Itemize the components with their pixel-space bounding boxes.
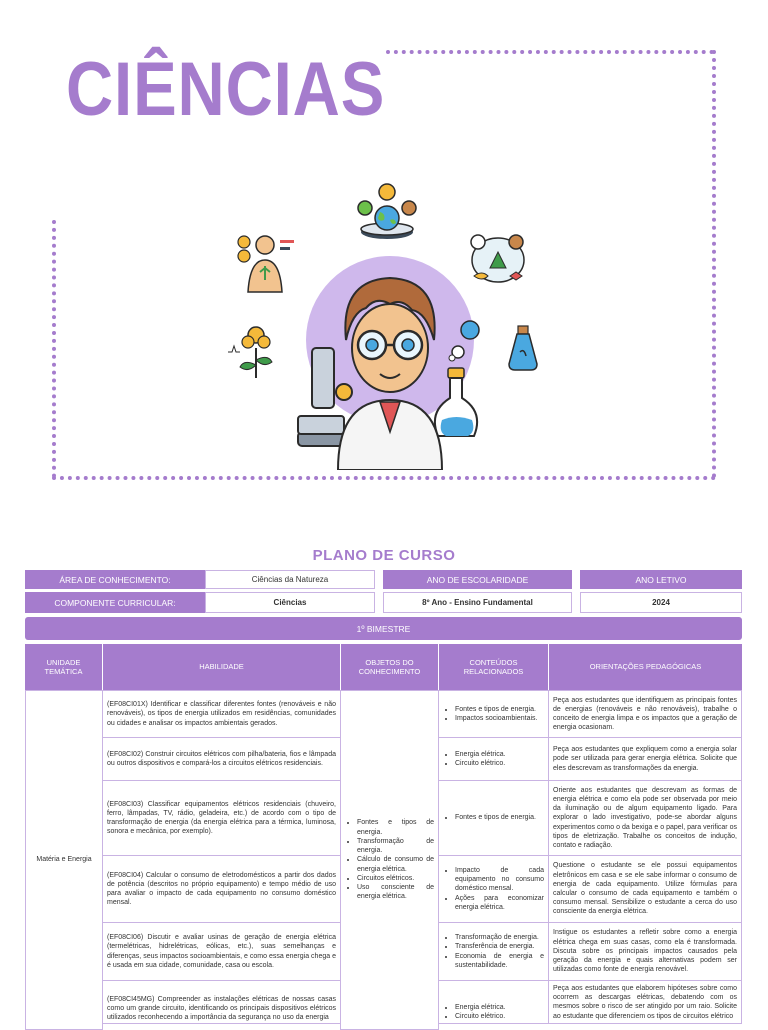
bottle-icon: [509, 326, 537, 370]
table-row-contents: [438, 737, 549, 781]
table-row-guidance: Peça aos estudantes que expliquem como a energia solar pode ser utilizada para gerar energia elétrica. Solicite que eles descrevam as transformações da energia.: [548, 737, 742, 781]
dotted-frame-right: [712, 50, 716, 478]
object-item: • Cálculo de consumo de energia elétrica.: [357, 855, 434, 873]
object-item: • Fontes e tipos de energia.: [357, 818, 434, 836]
plant-icon: [228, 327, 272, 378]
table-row-skill: (EF08CI45MG) Compreender as instalações elétricas de nossas casas como um grande circuito, identificando os principais dispositivos elétricos utilizados reconhecendo a importância da segurança no uso da energia: [102, 980, 341, 1024]
area-label: ÁREA DE CONHECIMENTO:: [25, 570, 205, 589]
content-item: • Transferência de energia.: [455, 942, 544, 951]
page-title: CIÊNCIAS: [66, 47, 386, 132]
content-item: • Impacto de cada equipamento no consumo doméstico mensal.: [455, 866, 544, 894]
objects-list: [345, 818, 434, 901]
plan-title: PLANO DE CURSO: [312, 547, 456, 564]
dotted-frame-left: [52, 220, 56, 478]
object-item: • Uso consciente de energia elétrica.: [357, 883, 434, 901]
content-item: • Economia de energia e sustentabilidade.: [455, 952, 544, 970]
table-row-guidance: Oriente aos estudantes que descrevam as formas de energia elétrica e como ela pode ser observada por meio da iluminação ou de algum equipamento ligado. Para explorar o lado investigativo, pode-se abordar alguns experimentos como o da bexiga e o papel, para verificar os tipos de eletrização. Trabalhe os conceitos de indução, contato e radiação.: [548, 780, 742, 856]
table-row-guidance: Peça aos estudantes que elaborem hipóteses sobre como ocorrem as descargas elétricas, debatendo com os mesmos sobre o risco de ser atingido por um raio. Solicite ao estudante que diferenciem os tipos de circuitos elétrico: [548, 980, 742, 1024]
table-row-skill: (EF08CI01X) Identificar e classificar diferentes fontes (renováveis e não renováveis), os tipos de energia utilizados em residências, comunidades ou cidades e analisar os impactos ambientais gerados.: [102, 690, 341, 738]
scientist-illustration: [220, 180, 550, 470]
content-item: • Fontes e tipos de energia.: [455, 813, 536, 822]
table-row-skill: (EF08CI06) Discutir e avaliar usinas de geração de energia elétrica (termelétricas, hidrelétricas, eólicas, etc.), suas semelhanças e diferenças, seus impactos socioambientais, e como essa energia chega e é usada em sua cidade, comunidade, casa ou escola.: [102, 922, 341, 981]
bimester-bar: 1º BIMESTRE: [25, 617, 742, 640]
content-item: • Energia elétrica.: [455, 1003, 506, 1012]
dotted-frame-bottom: [52, 476, 716, 480]
content-item: • Impactos socioambientais.: [455, 714, 537, 723]
globe-icon: [358, 184, 416, 239]
content-item: • Fontes e tipos de energia.: [455, 705, 537, 714]
table-row-skill: (EF08CI03) Classificar equipamentos elétricos residenciais (chuveiro, ferro, lâmpadas, TV, rádio, geladeira, etc.) de acordo com o tipo de transformação de energia (da energia elétrica para a térmica, luminosa, sonora e mecânica, por exemplo).: [102, 780, 341, 856]
col-contents: CONTEÚDOS RELACIONADOS: [439, 644, 548, 690]
component-label: COMPONENTE CURRICULAR:: [25, 592, 205, 613]
component-value: Ciências: [205, 592, 375, 613]
human-body-icon: [238, 236, 294, 292]
col-skill: HABILIDADE: [103, 644, 340, 690]
area-value: Ciências da Natureza: [205, 570, 375, 589]
table-row-guidance: Questione o estudante se ele possui equipamentos eletrônicos em casa e se ele sabe informar o consumo de energia de cada equipamento. Utilize fórmulas para calcular o consumo de cada equipamento e também o consumo mensal. Sensibilize o estudante a cerca do uso consciente da energia elétrica.: [548, 855, 742, 923]
school-year-value: 2024: [580, 592, 742, 613]
table-row-skill: (EF08CI02) Construir circuitos elétricos com pilha/bateria, fios e lâmpada ou outros dispositivos e compará-los a circuitos elétricos residenciais.: [102, 737, 341, 781]
table-row-contents: [438, 780, 549, 856]
table-row-guidance: Instigue os estudantes a refletir sobre como a energia elétrica chega em suas casas, como ela é transformada. Discuta sobre os principais impactos causados pela geração da energia e quais alternativas podem ser utilizadas como fonte de energia renovável.: [548, 922, 742, 981]
year-value: 8º Ano - Ensino Fundamental: [383, 592, 572, 613]
col-objects: OBJETOS DO CONHECIMENTO: [341, 644, 438, 690]
content-item: • Energia elétrica.: [455, 750, 506, 759]
unit-name: Matéria e Energia: [36, 856, 92, 864]
table-row-contents: [438, 980, 549, 1024]
content-item: • Circuito elétrico.: [455, 759, 506, 768]
object-item: • Transformação de energia.: [357, 837, 434, 855]
table-row-skill: (EF08CI04) Calcular o consumo de eletrodomésticos a partir dos dados de potência (descritos no próprio equipamento) e tempo médio de uso para avaliar o impacto de cada equipamento no consumo doméstico mensal.: [102, 855, 341, 923]
object-item: • Circuitos elétricos.: [357, 874, 434, 883]
objects-cell: [340, 690, 439, 1030]
dotted-frame-top: [386, 50, 714, 54]
table-row-contents: [438, 922, 549, 981]
school-year-label: ANO LETIVO: [580, 570, 742, 589]
year-label: ANO DE ESCOLARIDADE: [383, 570, 572, 589]
content-item: • Ações para economizar energia elétrica.: [455, 894, 544, 912]
table-row-guidance: Peça aos estudantes que identifiquem as principais fontes de energias (renováveis e não renováveis), trabalhe o conceito de energia limpa e os impactos que a geração de energia ocasionam.: [548, 690, 742, 738]
content-item: • Circuito elétrico.: [455, 1012, 506, 1021]
ecosystem-icon: [471, 235, 524, 282]
unit-cell: [25, 690, 103, 1030]
content-item: • Transformação de energia.: [455, 933, 544, 942]
table-row-contents: [438, 690, 549, 738]
col-unit: UNIDADE TEMÁTICA: [25, 644, 102, 690]
col-guidance: ORIENTAÇÕES PEDAGÓGICAS: [549, 644, 742, 690]
table-row-contents: [438, 855, 549, 923]
